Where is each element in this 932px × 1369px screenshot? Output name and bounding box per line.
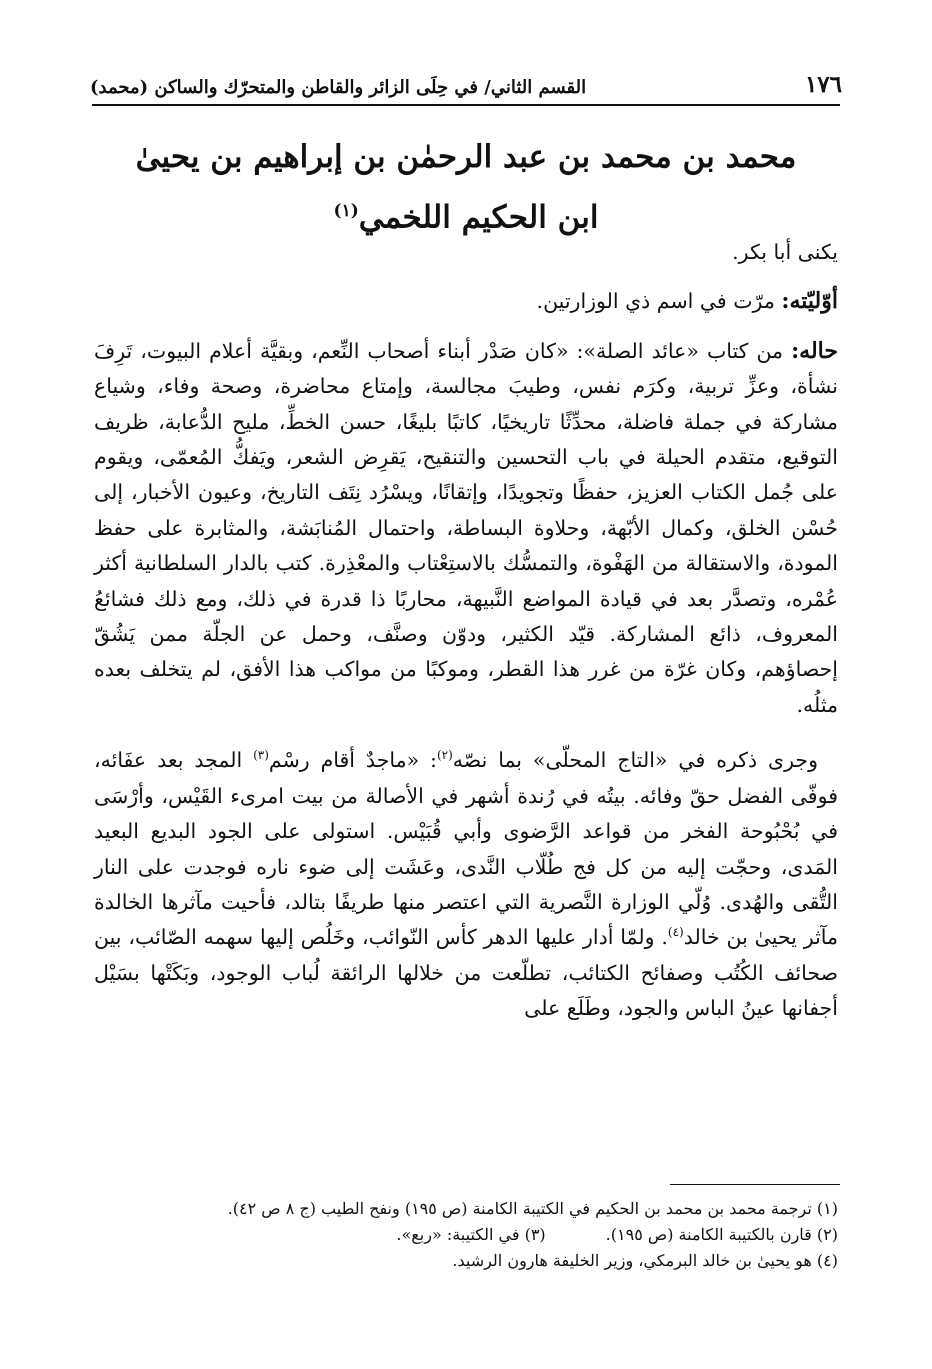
footnote-2: (٢) قارن بالكتيبة الكامنة (ص ١٩٥). bbox=[605, 1225, 838, 1244]
footnote-3: (٣) في الكتيبة: «ربع». bbox=[396, 1225, 546, 1244]
footnote-1: (١) ترجمة محمد بن محمد بن الحكيم في الكتيبة الكامنة (ص ١٩٥) ونفح الطيب (ج ٨ ص ٤٢). bbox=[227, 1199, 838, 1218]
taj-text-4: . ولمّا أدار عليها الدهر كأس النّوائب، وخَلُص إليها سهمه الصّائب، بين صحائف الكُتُب وصفائح الكتائب، تطلّعت من خلالها الرائقة لُباب الوجود، وبَكَتْها بسَيْل أجفانها عينُ الباس والجود، وطَلَع على bbox=[94, 925, 838, 1021]
taj-paragraph bbox=[94, 743, 838, 1026]
footnote-divider bbox=[670, 1184, 840, 1185]
awwaliya-label: أوّليّته: bbox=[781, 288, 838, 315]
awwaliya-paragraph bbox=[94, 284, 838, 319]
hal-text: من كتاب «عائد الصلة»: «كان صَدْر أبناء أصحاب النِّعم، وبقيَّة أعلام البيوت، تَرِفَ نشأة، وعزِّ تربية، وكرَم نفس، وطيبَ مجالسة، وإمتاع محاضرة، وصحة وفاء، وشياع مشاركة في جملة فاضلة، محدِّثًا تاريخيًا، كاتبًا بليغًا، حسن الخطِّ، مليح الدُّعابة، ظريف التوقيع، متقدم الحيلة في باب التحسين والتنقيح، يَقرِض الشعر، ويَفكُّ المُعمّى، ويقوم على جُمل الكتاب العزيز، حفظًا وتجويدًا، وإتقانًا، ويسْرُد نِتَف التاريخ، وعيون الأخبار، إلى حُسْن الخلق، وكمال الأبّهة، وحلاوة البساطة، واحتمال المُنابَشة، والمثابرة على حفظ المودة، والاستقالة من الهَفْوة، والتمسُّك بالاستِعْتاب والمعْذِرة. كتب بالدار السلطانية أكثر عُمْره، وتصدَّر بعد في قيادة المواضع النَّبيهة، محاربًا ذا قدرة في ذلك، ومع ذلك فشائعُ المعروف، ذائع المشاركة. قيّد الكثير، ودوّن وصنَّف، وحمل عن الجلّة ممن يَشُقّ إحصاؤهم، وكان غرّة من غرر هذا القطر، وموكبًا من مواكب هذا الأفق، لم يتخلف بعده مثلُه. bbox=[94, 338, 838, 717]
footnote-gap bbox=[546, 1222, 606, 1248]
running-header-title: القسم الثاني/ في حِلَى الزائر والقاطن والمتحرّك والساكن (محمد) bbox=[90, 77, 587, 98]
hal-label: حاله: bbox=[791, 337, 838, 364]
footnote-ref-3: (٣) bbox=[253, 748, 269, 763]
footnote-row-2-3 bbox=[94, 1222, 838, 1248]
footnote-ref-2: (٢) bbox=[436, 748, 453, 763]
footnote-ref-1: (١) bbox=[333, 201, 359, 221]
footnotes bbox=[94, 1196, 838, 1274]
chapter-title-line1: محمد بن محمد بن عبد الرحمٰن بن إبراهيم بن يحيىٰ bbox=[135, 139, 797, 175]
taj-text-2: : «ماجدٌ أقام رسْم bbox=[268, 748, 437, 773]
chapter-title bbox=[90, 130, 842, 244]
page-number: ١٧٦ bbox=[804, 71, 842, 98]
hal-paragraph bbox=[94, 334, 838, 723]
footnote-4: (٤) هو يحيىٰ بن خالد البرمكي، وزير الخليفة هارون الرشيد. bbox=[452, 1251, 838, 1270]
taj-text-1: وجرى ذكره في «التاج المحلّى» بما نصّه bbox=[452, 748, 818, 773]
running-header bbox=[90, 60, 842, 98]
footnote-ref-4: (٤) bbox=[667, 925, 684, 940]
awwaliya-text: مرّت في اسم ذي الوزارتين. bbox=[536, 289, 775, 314]
chapter-title-line2-text: ابن الحكيم اللخمي bbox=[358, 199, 599, 236]
main-text bbox=[94, 235, 838, 1027]
header-divider bbox=[92, 104, 840, 106]
taj-text-3: المجد بعد عفَائه، فوفّى الفضل حقّ وفائه. بيتُه في رُندة أشهر في الأصالة من بيت امرىء القَيْس، وأرْسَى في بُحْبُوحة الفخر من قواعد الرَّضوى وأبي قُبَيْس. استولى على الجود البديع البعيد المَدى، وحجّت إليه من كل فج طُلّاب النَّدى، وعَشَت إلى ضوء ناره فوجدت على النار التُّقى والهُدى. وُلّي الوزارة النَّصرية التي اعتصر منها طريفًا بتالد، فأحيت مآثرها الخالدة مآثر يحيىٰ بن خالد bbox=[94, 748, 838, 950]
kunya-paragraph: يكنى أبا بكر. bbox=[732, 240, 838, 264]
